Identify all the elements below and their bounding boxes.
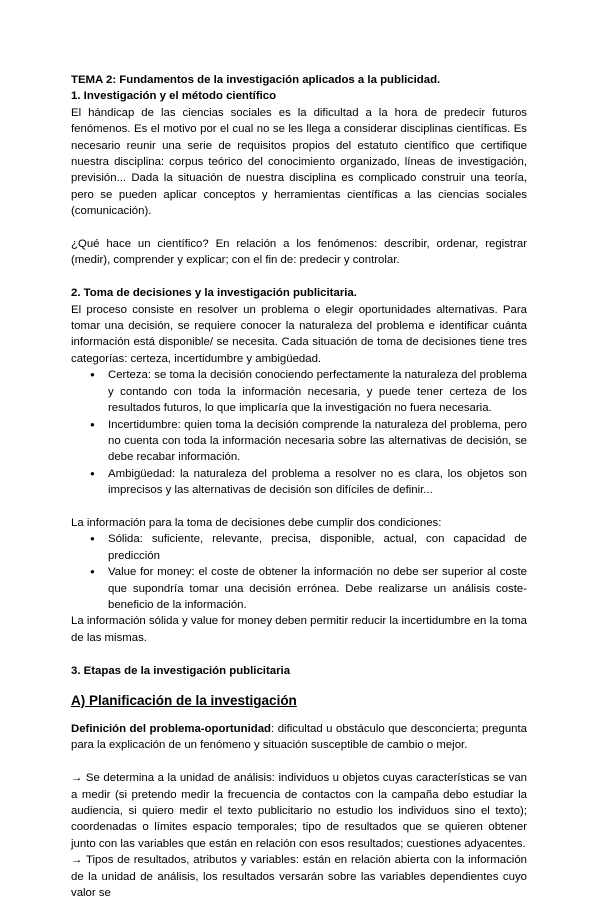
- info-conditions-list: [71, 531, 527, 613]
- info-conditions-summary: La información sólida y value for money deben permitir reducir la incertidumbre en la toma de las mismas.: [71, 615, 527, 644]
- section-1-paragraph: El hándicap de las ciencias sociales es la dificultad a la hora de predecir futuros fenómenos. Es el motivo por el cual no se les llega a considerar disciplinas científicas. Es necesario reunir una serie de requisitos propios del estatuto científico que certifique nuestra disciplina: corpus teórico del conocimiento organizado, líneas de investigación, previsión... Dada la situación de nuestra disciplina es complicado construir una teoría, pero se pueden aplicar conceptos y herramientas científicas a las ciencias sociales (comunicación).: [71, 106, 527, 218]
- section-1-question: ¿Qué hace un científico? En relación a los fenómenos: describir, ordenar, registrar (medir), comprender y explicar; con el fin de: predecir y controlar.: [71, 238, 527, 267]
- results-types-paragraph: → Tipos de resultados, atributos y variables: están en relación abierta con la información de la unidad de análisis, los resultados versarán sobre las variables dependientes cuyo valor se: [71, 854, 527, 900]
- problem-definition-paragraph: [71, 721, 527, 754]
- list-item: ● Incertidumbre: quien toma la decisión comprende la naturaleza del problema, pero no cuenta con toda la información necesaria sobre las alternativas de decisión, se debe recabar información.: [71, 417, 527, 466]
- list-item: ● Certeza: se toma la decisión conociendo perfectamente la naturaleza del problema y contando con toda la información necesaria, y puede tener certeza de los resultados futuros, lo que implicaría que la investigación no fuera necesaria.: [71, 367, 527, 416]
- analysis-unit-paragraph: → Se determina a la unidad de análisis: individuos u objetos cuyas características se van a medir (si pretendo medir la frecuencia de contactos con la campaña debo estudiar la audiencia, si quiero medir el texto publicitario no estudio los individuos sino el texto); coordenadas o límites espacio temporales; tipo de resultados que se quieren obtener junto con las variables que están en relación con esos resultados; cuestiones adyacentes.: [71, 772, 527, 850]
- section-1-heading: 1. Investigación y el método científico: [71, 90, 277, 103]
- document-title: TEMA 2: Fundamentos de la investigación aplicados a la publicidad.: [71, 74, 441, 86]
- problem-definition-text: : dificultad u obstáculo que desconcierta; pregunta para la explicación de un fenómeno y situación susceptible de cambio o mejor.: [71, 722, 527, 752]
- document-body: [71, 72, 527, 901]
- list-item: ● Sólida: suficiente, relevante, precisa, disponible, actual, con capacidad de predicción: [71, 531, 527, 564]
- subsection-a-heading: A) Planificación de la investigación: [71, 692, 297, 708]
- info-conditions-intro: La información para la toma de decisiones debe cumplir dos condiciones:: [71, 516, 442, 529]
- decision-categories-list: [71, 367, 527, 498]
- problem-definition-label: Definición del problema-oportunidad: [71, 722, 272, 735]
- section-3-heading: 3. Etapas de la investigación publicitaria: [71, 664, 291, 677]
- list-item: ● Value for money: el coste de obtener la información no debe ser superior al coste que supondría tomar una decisión errónea. Debe realizarse un análisis coste-beneficio de la información.: [71, 564, 527, 613]
- list-item: ● Ambigüedad: la naturaleza del problema a resolver no es clara, los objetos son imprecisos y las alternativas de decisión son difíciles de definir...: [71, 466, 527, 499]
- section-2-paragraph: El proceso consiste en resolver un problema o elegir oportunidades alternativas. Para tomar una decisión, se requiere conocer la naturaleza del problema e identificar cuánta información está disponible/ se necesita. Cada situación de toma de decisiones tiene tres categorías: certeza, incertidumbre y ambigüedad.: [71, 303, 527, 365]
- section-2-heading: 2. Toma de decisiones y la investigación publicitaria.: [71, 287, 357, 300]
